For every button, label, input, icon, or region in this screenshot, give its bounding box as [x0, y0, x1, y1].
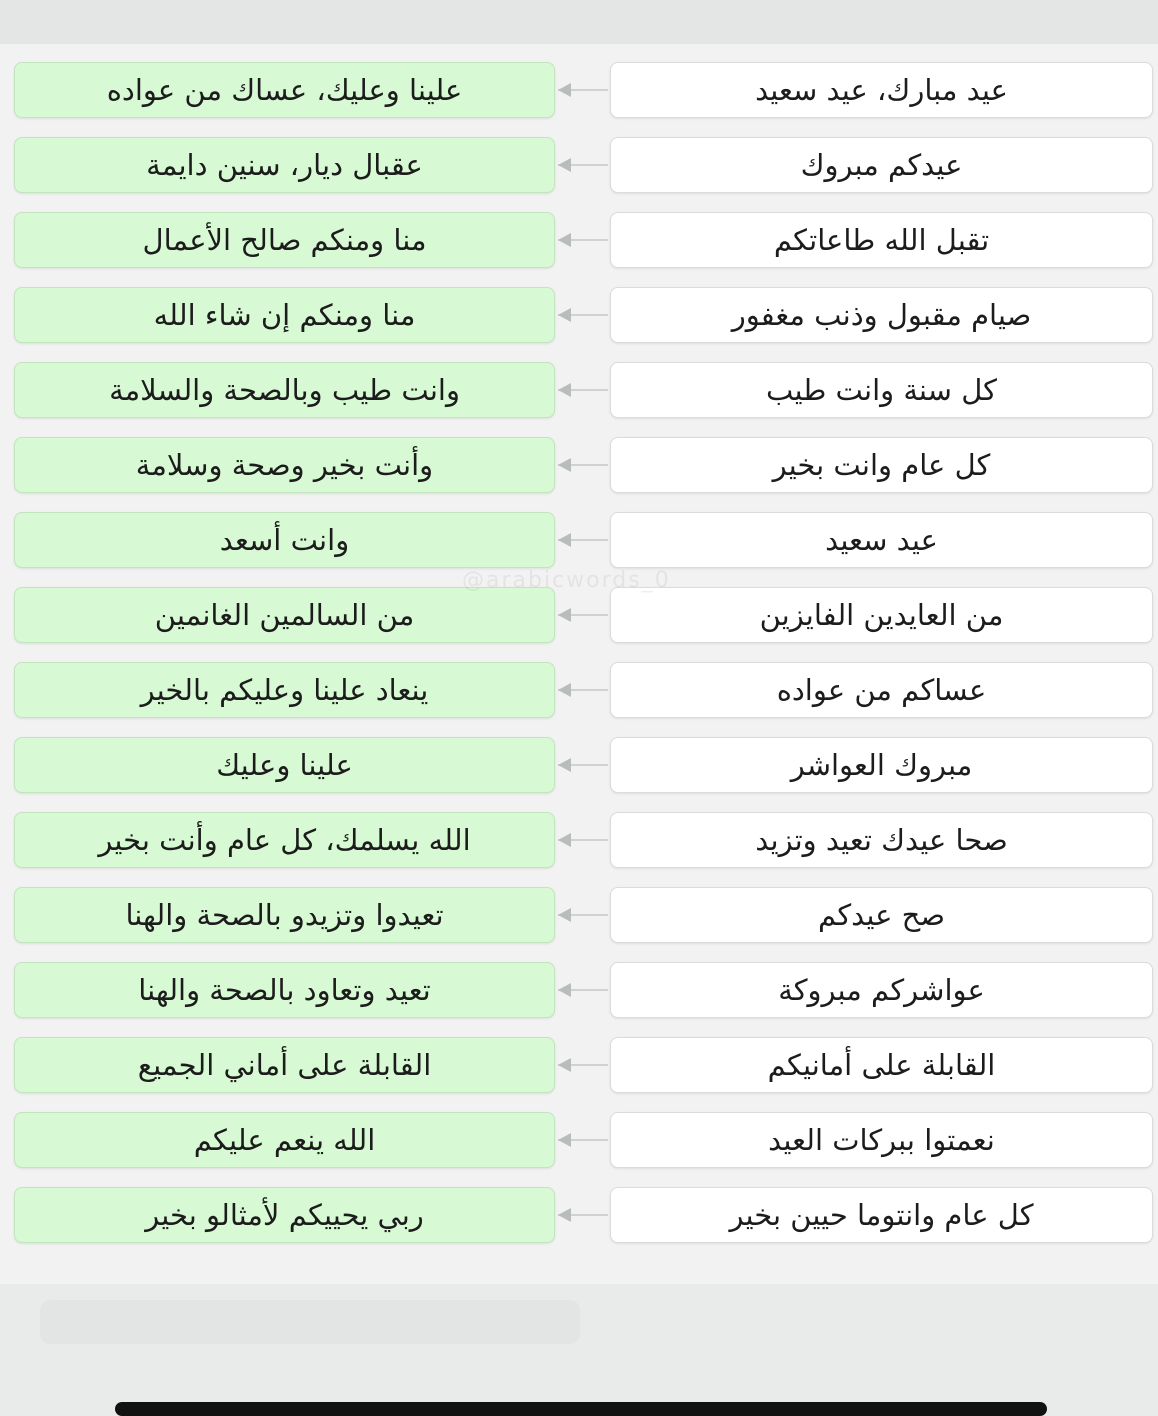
list-item [0, 587, 1158, 662]
reply-box: علينا وعليك، عساك من عواده [14, 62, 555, 118]
phrase-box: كل سنة وانت طيب [610, 362, 1153, 418]
arrow-left-icon [558, 758, 571, 772]
arrow-left-icon [558, 83, 571, 97]
list-item [0, 662, 1158, 737]
reply-box: ينعاد علينا وعليكم بالخير [14, 662, 555, 718]
phrase-box: عيد سعيد [610, 512, 1153, 568]
reply-box: منا ومنكم إن شاء الله [14, 287, 555, 343]
list-item [0, 62, 1158, 137]
phrase-list [0, 62, 1158, 1262]
reply-box: القابلة على أماني الجميع [14, 1037, 555, 1093]
phrase-box: عواشركم مبروكة [610, 962, 1153, 1018]
arrow-left-icon [558, 683, 571, 697]
phrase-box: تقبل الله طاعاتكم [610, 212, 1153, 268]
reply-box: علينا وعليك [14, 737, 555, 793]
arrow-left-icon [558, 158, 571, 172]
phrase-box: كل عام وانتوما حيين بخير [610, 1187, 1153, 1243]
phrase-box: عيدكم مبروك [610, 137, 1153, 193]
arrow-left-icon [558, 908, 571, 922]
top-band [0, 0, 1158, 44]
arrow-left-icon [558, 308, 571, 322]
home-indicator [115, 1402, 1047, 1416]
reply-box: ربي يحييكم لأمثالو بخير [14, 1187, 555, 1243]
reply-box: وانت أسعد [14, 512, 555, 568]
arrow-left-icon [558, 833, 571, 847]
reply-box: عقبال ديار، سنين دايمة [14, 137, 555, 193]
reply-box: وأنت بخير وصحة وسلامة [14, 437, 555, 493]
phrase-box: صح عيدكم [610, 887, 1153, 943]
list-item [0, 737, 1158, 812]
phrase-box: مبروك العواشر [610, 737, 1153, 793]
phrase-box: صحا عيدك تعيد وتزيد [610, 812, 1153, 868]
arrow-left-icon [558, 1058, 571, 1072]
reply-box: الله ينعم عليكم [14, 1112, 555, 1168]
phrase-box: عيد مبارك، عيد سعيد [610, 62, 1153, 118]
arrow-left-icon [558, 533, 571, 547]
list-item [0, 887, 1158, 962]
arrow-left-icon [558, 608, 571, 622]
phrase-box: عساكم من عواده [610, 662, 1153, 718]
phrase-box: من العايدين الفايزين [610, 587, 1153, 643]
reply-box: الله يسلمك، كل عام وأنت بخير [14, 812, 555, 868]
reply-box: من السالمين الغانمين [14, 587, 555, 643]
phrase-box: نعمتوا ببركات العيد [610, 1112, 1153, 1168]
list-item [0, 362, 1158, 437]
list-item [0, 287, 1158, 362]
list-item [0, 962, 1158, 1037]
phrase-box: كل عام وانت بخير [610, 437, 1153, 493]
reply-box: وانت طيب وبالصحة والسلامة [14, 362, 555, 418]
list-item [0, 1037, 1158, 1112]
arrow-left-icon [558, 983, 571, 997]
list-item [0, 1112, 1158, 1187]
list-item [0, 137, 1158, 212]
list-item [0, 437, 1158, 512]
arrow-left-icon [558, 233, 571, 247]
phrase-box: القابلة على أمانيكم [610, 1037, 1153, 1093]
arrow-left-icon [558, 1208, 571, 1222]
reply-box: تعيد وتعاود بالصحة والهنا [14, 962, 555, 1018]
list-item [0, 212, 1158, 287]
reply-box: تعيدوا وتزيدو بالصحة والهنا [14, 887, 555, 943]
watermark: @arabicwords_0 [462, 568, 671, 593]
arrow-left-icon [558, 383, 571, 397]
reply-box: منا ومنكم صالح الأعمال [14, 212, 555, 268]
arrow-left-icon [558, 458, 571, 472]
list-item [0, 1187, 1158, 1262]
list-item [0, 812, 1158, 887]
faded-caption-bar [40, 1300, 580, 1344]
arrow-left-icon [558, 1133, 571, 1147]
phrase-box: صيام مقبول وذنب مغفور [610, 287, 1153, 343]
